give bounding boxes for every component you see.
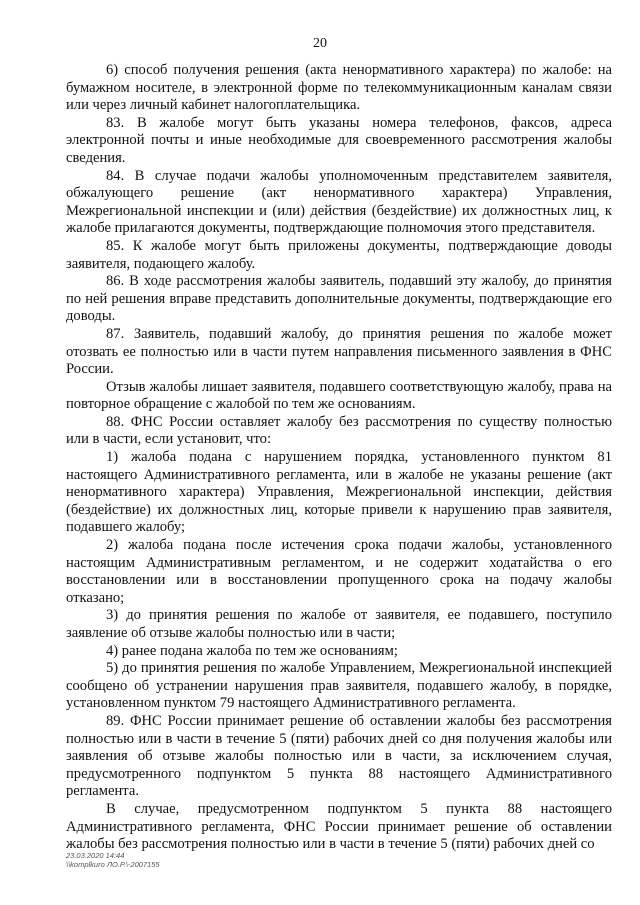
paragraph-85: 85. К жалобе могут быть приложены документы, подтверждающие доводы заявителя, подающего жалобу. [66, 237, 612, 272]
paragraph-88-item-4: 4) ранее подана жалоба по тем же основаниям; [106, 642, 398, 659]
paragraph-87: 87. Заявитель, подавший жалобу, до принятия решения по жалобе может отозвать ее полностью или в части путем направления письменного заявления в ФНС России. [66, 325, 612, 378]
paragraph-88-item-1: 1) жалоба подана с нарушением порядка, установленного пунктом 81 настоящего Административного регламента, или в жалобе не указаны решение (акт ненормативного характера) Управления, Межрегиональной инспекции, действия (бездействие) их должностных лиц, которые привели к нарушению прав заявителя, подавшего жалобу; [66, 449, 612, 536]
paragraph-89: 89. ФНС России принимает решение об оставлении жалобы без рассмотрения полностью или в части в течение 5 (пяти) рабочих дней со дня получения жалобы или заявления об отзыве жалобы полностью или в части, за исключением случая, предусмотренного подпунктом 5 пункта 88 настоящего Административного регламента. [66, 712, 612, 800]
footer-timestamp: 23.03.2020 14:44 [66, 851, 125, 860]
paragraph-89-case: В случае, предусмотренном подпунктом 5 пункта 88 настоящего Административного регламента, ФНС России принимает решение об оставлении жалобы без рассмотрения полностью или в части в течение 5 (пяти) рабочих дней со [66, 800, 612, 853]
paragraph-83: 83. В жалобе могут быть указаны номера телефонов, факсов, адреса электронной почты и иные необходимые для своевременного рассмотрения жалобы сведения. [66, 114, 612, 166]
page-number: 20 [313, 36, 327, 51]
document-body [66, 62, 612, 854]
paragraph-86: 86. В ходе рассмотрения жалобы заявитель, подавший эту жалобу, до принятия по ней решения вправе представить дополнительные документы, подтверждающие его доводы. [66, 273, 612, 325]
paragraph-88-item-5: 5) до принятия решения по жалобе Управлением, Межрегиональной инспекцией сообщено об устранении нарушения прав заявителя, подавшего жалобу, в порядке, установленном пунктом 79 настоящего Административного регламента. [66, 660, 612, 712]
paragraph-88-item-3: 3) до принятия решения по жалобе от заявителя, ее подавшего, поступило заявление об отзыве жалобы полностью или в части; [66, 607, 612, 641]
footer-file-path: \\komplkuro ЛО.Р.\-2007155 [66, 860, 160, 869]
paragraph-88-item-2: 2) жалоба подана после истечения срока подачи жалобы, установленного настоящим Административным регламентом, и не содержит ходатайства о его восстановлении или в восстановлении пропущенного срока на подачу жалобы отказано; [66, 537, 612, 606]
paragraph-87-withdrawal: Отзыв жалобы лишает заявителя, подавшего соответствующую жалобу, права на повторное обращение с жалобой по тем же основаниям. [66, 378, 612, 413]
document-footer [66, 851, 160, 869]
paragraph-item-6: 6) способ получения решения (акта ненормативного характера) по жалобе: на бумажном носителе, в электронной форме по телекоммуникационным каналам связи или через личный кабинет налогоплательщика. [66, 62, 612, 114]
paragraph-84: 84. В случае подачи жалобы уполномоченным представителем заявителя, обжалующего решение (акт ненормативного характера) Управления, Межрегиональной инспекции и (или) действия (бездействие) их должностных лиц, к жалобе прилагаются документы, подтверждающие полномочия этого представителя. [66, 167, 612, 237]
paragraph-88: 88. ФНС России оставляет жалобу без рассмотрения по существу полностью или в части, если установит, что: [66, 413, 612, 448]
